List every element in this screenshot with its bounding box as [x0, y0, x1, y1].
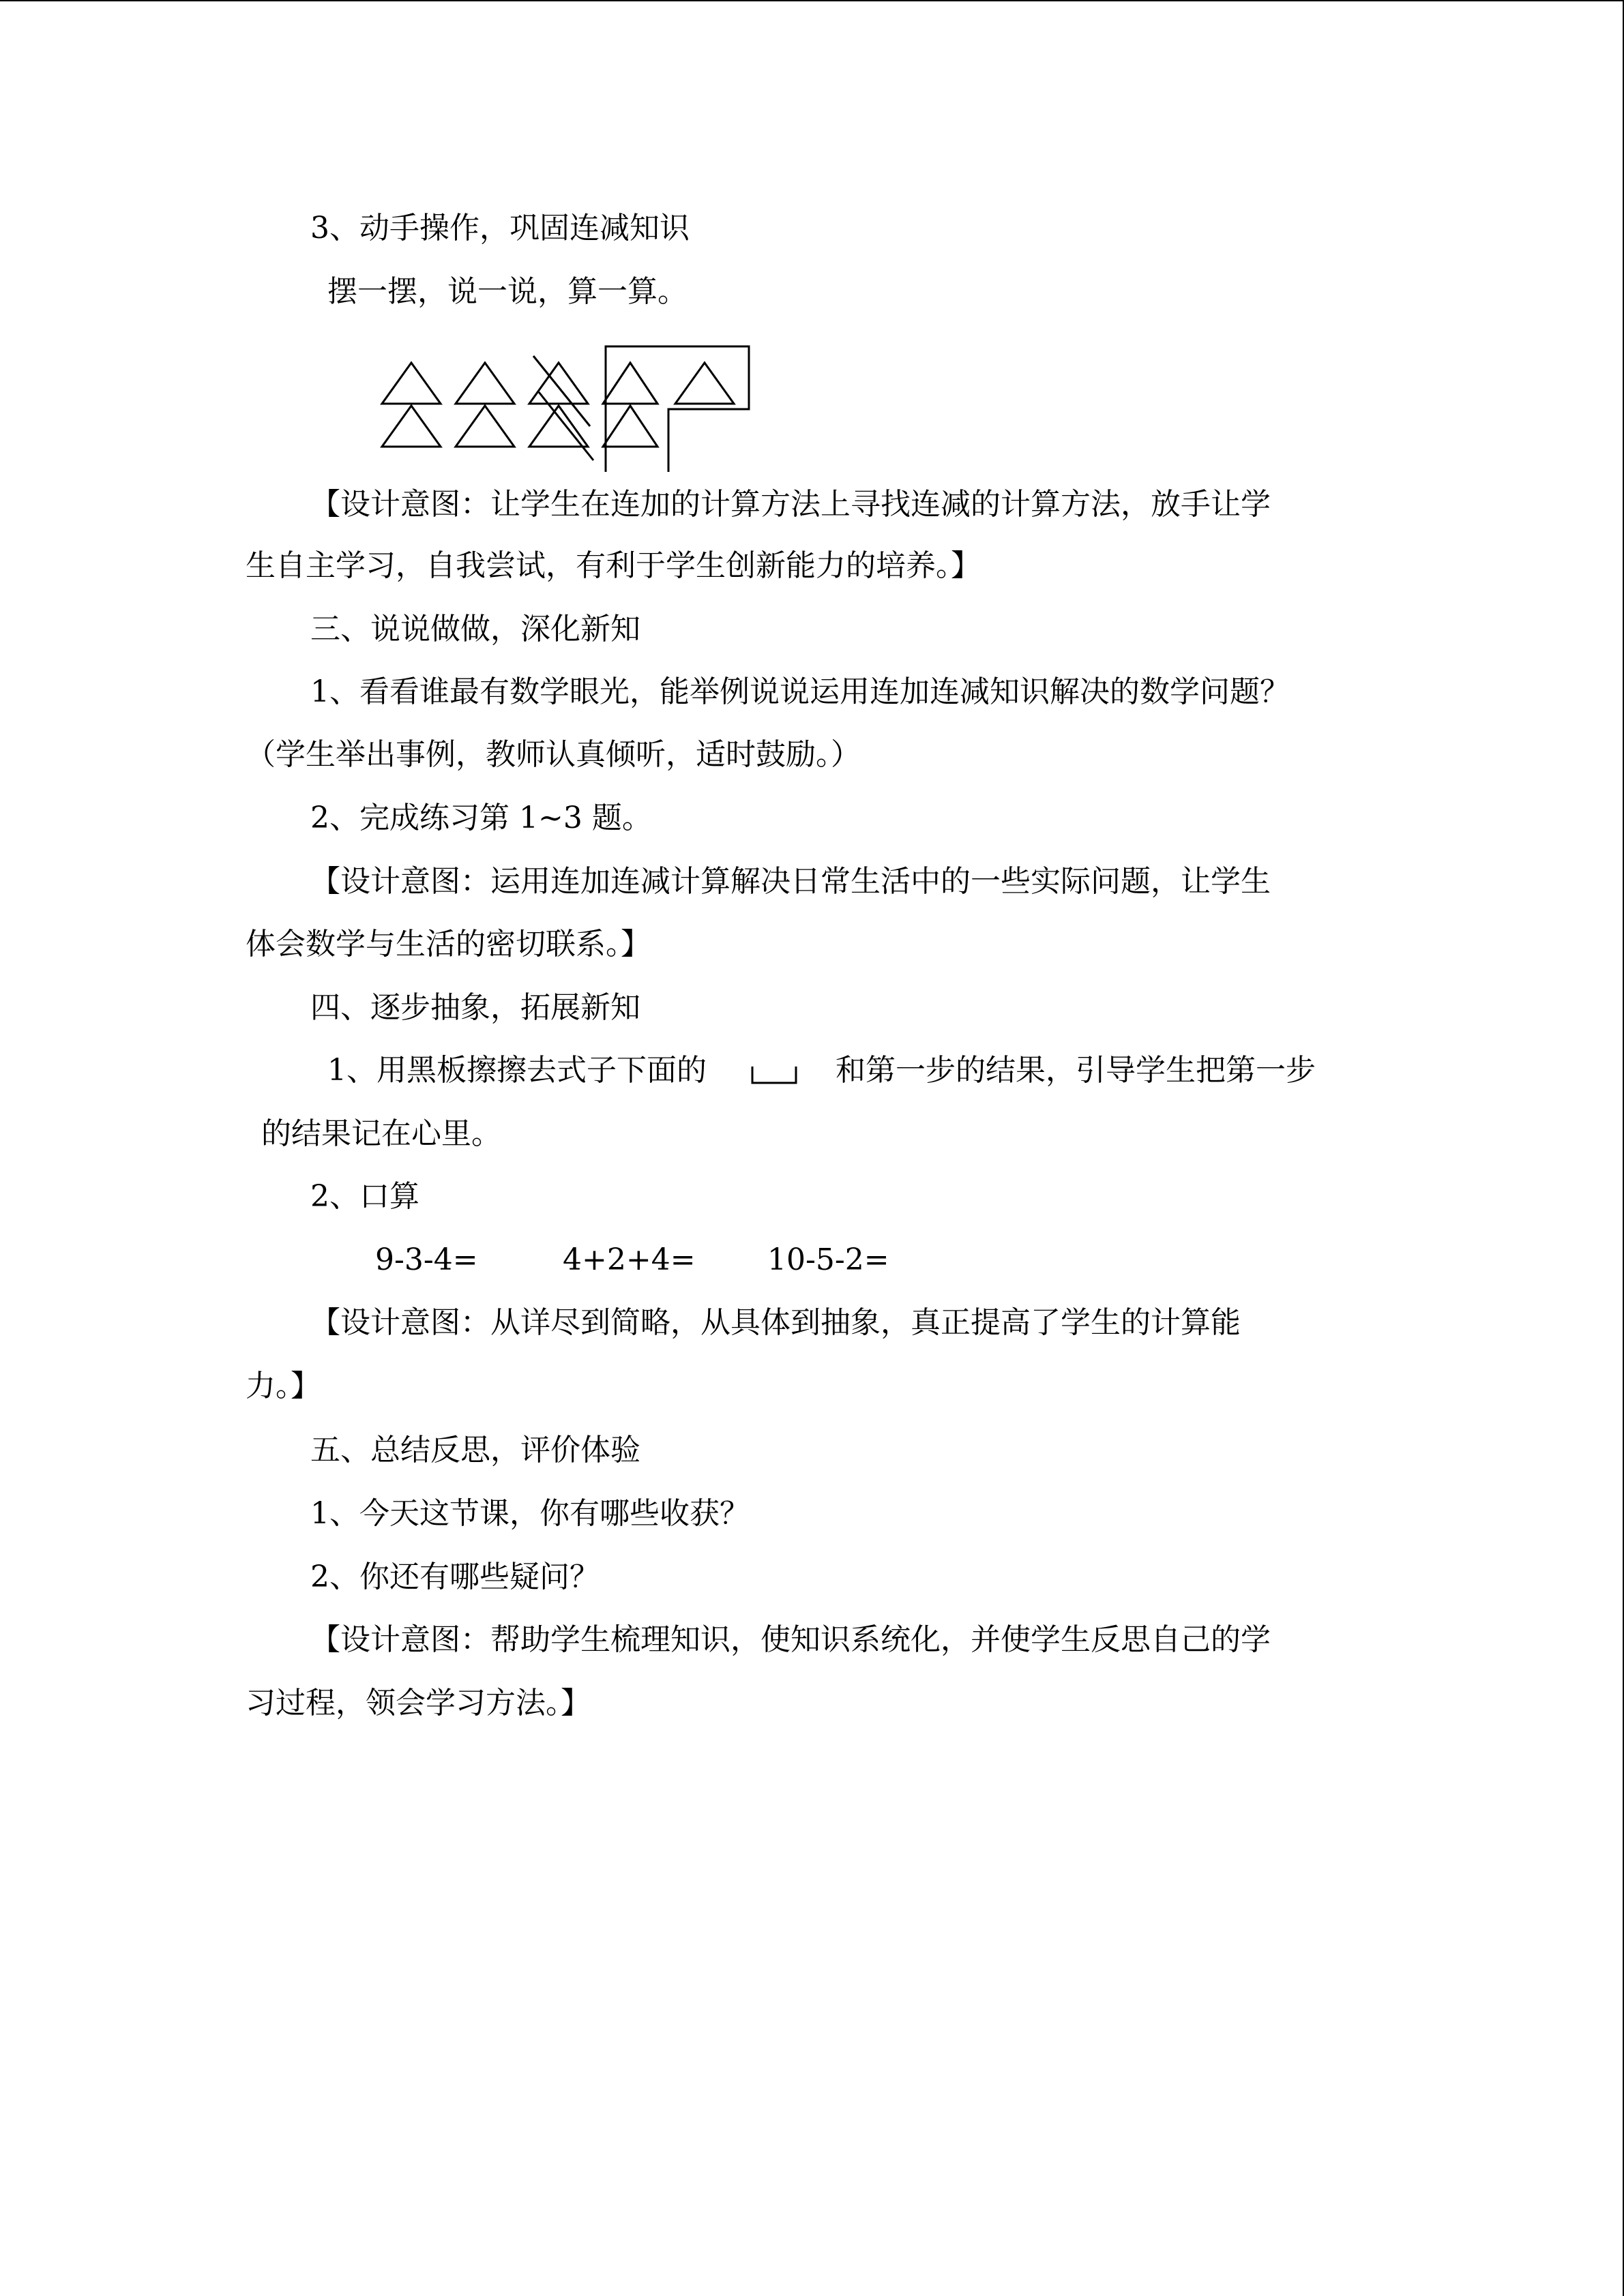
design-intent-4-line1: 【设计意图：帮助学生梳理知识，使知识系统化，并使学生反思自己的学: [310, 1622, 1271, 1657]
design-intent-3-line2: 力。】: [246, 1369, 321, 1403]
step-1-line1-end: 和第一步的结果，引导学生把第一步: [836, 1053, 1316, 1088]
step-1-line1-start: 1、用黑板擦擦去式子下面的: [327, 1053, 707, 1088]
design-intent-4-line2: 习过程，领会学习方法。】: [246, 1686, 591, 1720]
bracket-symbol: [747, 1062, 801, 1090]
design-intent-3-line1: 【设计意图：从详尽到简略，从具体到抽象，真正提高了学生的计算能: [310, 1305, 1241, 1340]
question-2: 2、你还有哪些疑问？: [310, 1560, 600, 1594]
item-1-line1: 1、看看谁最有数学眼光，能举例说说运用连加连减知识解决的数学问题？: [310, 674, 1290, 709]
section-3-heading: 3、动手操作，巩固连减知识: [310, 211, 690, 245]
step-1-line2: 的结果记在心里。: [261, 1116, 501, 1151]
item-1-line2: （学生举出事例，教师认真倾听，适时鼓励。）: [246, 737, 861, 772]
section-three-heading: 三、说说做做，深化新知: [310, 612, 640, 646]
calc-item-2: 4+2+4=: [563, 1242, 696, 1277]
section-five-heading: 五、总结反思，评价体验: [310, 1433, 640, 1467]
design-intent-1-line2: 生自主学习，自我尝试，有利于学生创新能力的培养。】: [246, 548, 981, 583]
calc-item-3: 10-5-2=: [767, 1242, 889, 1277]
design-intent-2-line1: 【设计意图：运用连加连减计算解决日常生活中的一些实际问题，让学生: [310, 864, 1271, 899]
item-2: 2、完成练习第 1~3 题。: [310, 801, 652, 835]
instruction-text: 摆一摆，说一说，算一算。: [327, 274, 688, 309]
question-1: 1、今天这节课，你有哪些收获？: [310, 1496, 750, 1531]
step-2-oral-calc: 2、口算: [310, 1179, 419, 1214]
design-intent-2-line2: 体会数学与生活的密切联系。】: [246, 927, 651, 961]
calc-item-1: 9-3-4=: [375, 1242, 478, 1277]
design-intent-1-line1: 【设计意图：让学生在连加的计算方法上寻找连减的计算方法，放手让学: [310, 487, 1271, 522]
triangle-figure: [375, 341, 757, 477]
section-four-heading: 四、逐步抽象，拓展新知: [310, 990, 640, 1025]
